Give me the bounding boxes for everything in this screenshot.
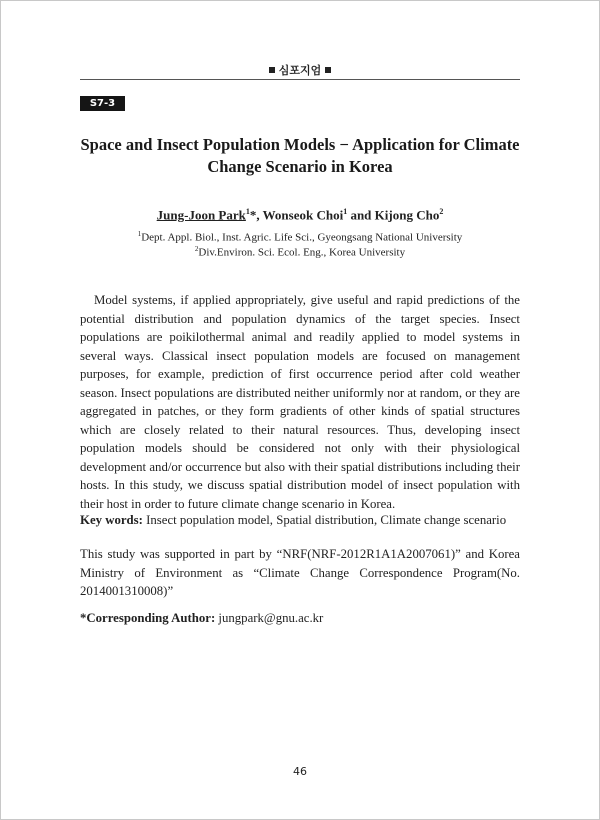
author-name: Kijong Cho xyxy=(374,207,440,223)
funding-note: This study was supported in part by “NRF(NRF-2012R1A1A2007061)” and Korea Ministry of Environment as “Climate Change Correspondence Program(No. 2014001310008)” xyxy=(80,547,520,598)
square-bullet-icon xyxy=(325,67,331,73)
header-rule xyxy=(80,79,520,80)
affiliation-mark: 2 xyxy=(194,245,199,253)
author-separator: and xyxy=(347,207,375,223)
author-name: Jung-Joon Park xyxy=(156,207,246,223)
affiliation-text: Dept. Appl. Biol., Inst. Agric. Life Sci., Gyeongsang National University xyxy=(141,231,463,244)
session-tag: S7-3 xyxy=(80,96,125,111)
affiliation-1 xyxy=(80,230,520,244)
page-number: 46 xyxy=(293,765,307,778)
title-line-2: Change Scenario in Korea xyxy=(207,157,393,176)
corresponding-author xyxy=(80,611,520,626)
keywords xyxy=(80,513,520,528)
keywords-text: Insect population model, Spatial distribution, Climate change scenario xyxy=(142,513,507,527)
title-line-1: Space and Insect Population Models − Application for Climate xyxy=(80,135,520,154)
affiliation-text: Div.Environ. Sci. Ecol. Eng., Korea University xyxy=(198,246,406,259)
affiliation-2 xyxy=(80,245,520,259)
author-affil-mark: 2 xyxy=(439,207,444,216)
affiliation-mark: 1 xyxy=(137,230,142,238)
author-affil-mark: 1 xyxy=(343,207,348,216)
corresponding-email: jungpark@gnu.ac.kr xyxy=(215,611,324,625)
author-list xyxy=(80,207,520,223)
abstract-body: Model systems, if applied appropriately, give useful and rapid predictions of the potential distribution and population dynamics of the target species. Insect populations are poikilothermal animal and readily applied to model systems in several ways. Classical insect population models are focused on management purposes, for example, prediction of first occurrence period after cold weather season. Insect populations are distributed neither uniformly nor at random, or they are aggregated in patches, or they form gradients of other kinds of spatial structures which are closely related to their natural resources. Thus, developing insect population models should be considered not only with their physiological development and/or occurrence but also with their spatial distributions including their hosts. In this study, we discuss spatial distribution model of insect population with their host in order to future climate change scenario in Korea. xyxy=(80,293,520,511)
author-affil-mark: 1 xyxy=(245,207,250,216)
author-name: Wonseok Choi xyxy=(262,207,344,223)
header-text: 심포지엄 xyxy=(278,64,322,77)
author-separator: *, xyxy=(249,207,263,223)
paper-title xyxy=(80,134,520,178)
square-bullet-icon xyxy=(269,67,275,73)
running-header xyxy=(80,62,520,78)
keywords-label: Key words: xyxy=(80,513,143,527)
corresponding-label: *Corresponding Author: xyxy=(80,611,216,625)
